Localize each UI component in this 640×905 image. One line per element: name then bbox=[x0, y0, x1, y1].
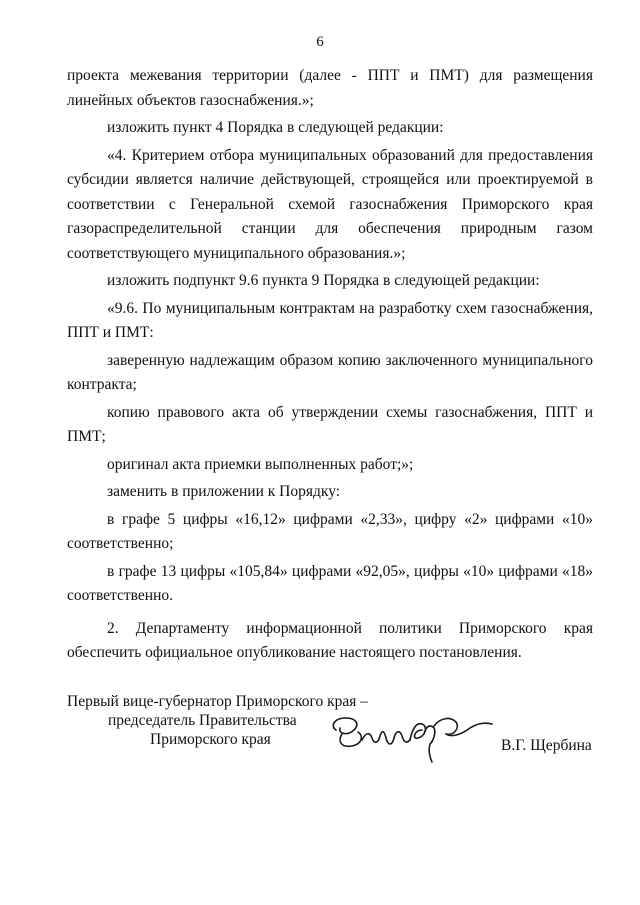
signer-title-line-3: Приморского края bbox=[150, 731, 271, 748]
paragraph-contract-copy: заверенную надлежащим образом копию заключенного муниципального контракта; bbox=[67, 351, 593, 393]
signer-name: В.Г. Щербина bbox=[501, 737, 592, 754]
paragraph-publication: 2. Департаменту информационной политики Приморского края обеспечить официальное опубликование настоящего постановления. bbox=[67, 619, 593, 661]
handwritten-signature bbox=[322, 704, 497, 764]
paragraph-amend-item-4: изложить пункт 4 Порядка в следующей редакции: bbox=[107, 119, 444, 136]
paragraph-subitem-9-6-text: «9.6. По муниципальным контрактам на разработку схем газоснабжения, ППТ и ПМТ: bbox=[67, 299, 593, 341]
signer-title-line-2: председатель Правительства bbox=[108, 712, 297, 729]
paragraph-amend-subitem-9-6: изложить подпункт 9.6 пункта 9 Порядка в следующей редакции: bbox=[107, 272, 540, 289]
signer-title-line-1: Первый вице-губернатор Приморского края – bbox=[67, 693, 369, 710]
paragraph-item-4-text: «4. Критерием отбора муниципальных образований для предоставления субсидии является наличие действующей, строящейся или проектируемой в соответствии с Генеральной схемой газоснабжения Приморского края газораспределительной станции для обеспечения природным газом соответствующего муниципального образования.»; bbox=[67, 146, 593, 262]
page-number: 6 bbox=[316, 34, 324, 50]
paragraph-column-13: в графе 13 цифры «105,84» цифрами «92,05», цифры «10» цифрами «18» соответственно. bbox=[67, 562, 593, 604]
paragraph-replace-in-appendix: заменить в приложении к Порядку: bbox=[107, 483, 341, 500]
document-body bbox=[67, 64, 593, 669]
signature-block bbox=[67, 692, 597, 772]
paragraph-legal-act-copy: копию правового акта об утверждении схемы газоснабжения, ППТ и ПМТ; bbox=[67, 403, 593, 445]
paragraph-continuation: проекта межевания территории (далее - ППТ и ПМТ) для размещения линейных объектов газоснабжения.»; bbox=[67, 67, 593, 109]
paragraph-acceptance-act: оригинал акта приемки выполненных работ;»; bbox=[107, 455, 414, 473]
paragraph-column-5: в графе 5 цифры «16,12» цифрами «2,33», цифру «2» цифрами «10» соответственно; bbox=[67, 510, 593, 552]
